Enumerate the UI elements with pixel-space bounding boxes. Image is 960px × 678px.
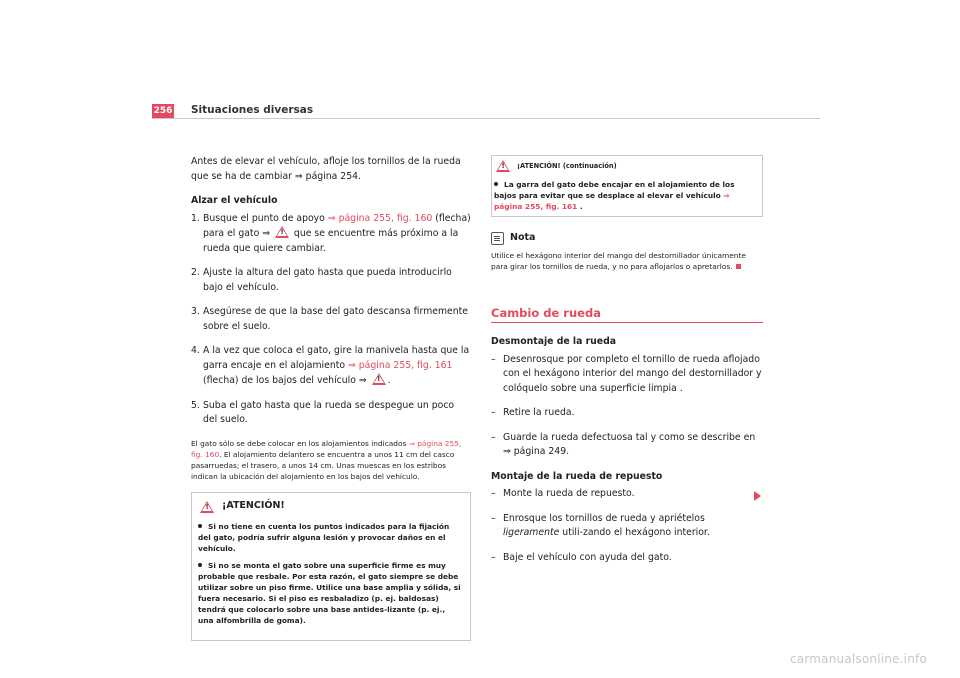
warning-title: ¡ATENCIÓN! (continuación) — [517, 161, 617, 170]
note-header — [491, 231, 763, 246]
small-note — [191, 438, 471, 483]
step-5 — [191, 399, 471, 428]
subhead-alzar: Alzar el vehículo — [191, 195, 278, 206]
bullet-icon — [494, 182, 498, 186]
page-number: 256 — [153, 106, 173, 116]
warning-item: Si no se monta el gato sobre una superficie firme es muy probable que resbale. Por esta razón, el gato siempre se debe utilizar sobre un piso firme. Utilice una base amplia y sólida, si fuera necesario. Si el piso es resbaladizo (p. ej. baldosas) tendrá que colocarlo sobre una base antides-lizante (p. ej., una alfombrilla de goma). — [198, 560, 461, 625]
xref-link[interactable]: ⇒ página 255, fig. 160 — [327, 212, 433, 224]
step-text: que se encuentre más próximo a la rueda que quiere cambiar. — [203, 228, 459, 254]
subhead-montaje: Montaje de la rueda de repuesto — [491, 470, 663, 482]
step-text: A la vez que coloca el gato, gire la manivela hasta que la garra encaje en el alojamiento — [203, 345, 470, 371]
xref-link[interactable]: ⇒ página 255, fig. 161 — [348, 359, 453, 371]
page-title: Situaciones diversas — [191, 104, 314, 116]
note-title: Nota — [510, 232, 536, 243]
end-mark-icon — [736, 264, 741, 269]
step-text: Ajuste la altura del gato hasta que pueda introducirlo bajo el vehículo. — [203, 267, 452, 293]
warning-item: Si no tiene en cuenta los puntos indicados para la fijación del gato, podría sufrir alguna lesión y provocar daños en el vehículo. — [198, 521, 450, 553]
subhead-desmontaje: Desmontaje de la rueda — [491, 336, 617, 348]
list-item: – Retire la rueda. — [491, 407, 575, 419]
note-icon — [491, 232, 504, 245]
step-number: 1. — [191, 212, 200, 224]
note-text: Utilice el hexágono interior del mango del destornillador únicamente para girar los tornillos de rueda, y no para aflojarlos o apretarlos. — [491, 250, 746, 271]
step-number: 3. — [191, 306, 200, 317]
bullet-icon — [198, 524, 202, 528]
section-title: Cambio de rueda — [491, 306, 763, 324]
xref-link[interactable]: ⇒ página 255, fig. 161 — [494, 191, 730, 211]
step-text: (flecha) de los bajos del vehículo ⇒ — [203, 375, 370, 386]
list-item: – Baje el vehículo con ayuda del gato. — [491, 551, 672, 563]
list-item: – Enrosque los tornillos de rueda y apriételos ligeramente utili-zando el hexágono interior. — [491, 512, 710, 539]
step-text: . — [387, 375, 391, 386]
step-4 — [191, 344, 471, 389]
bullet-icon — [198, 563, 202, 567]
warning-icon — [200, 501, 214, 513]
step-text: Suba el gato hasta que la rueda se despegue un poco del suelo. — [203, 399, 455, 425]
step-3 — [191, 305, 471, 334]
xref-link[interactable]: ⇒ página 255, fig. 160 — [191, 438, 462, 459]
header-divider — [152, 118, 820, 119]
note-text: . El alojamiento delantero se encuentra a unos 11 cm del casco pasarruedas; el trasero, a unos 14 cm. Unas muescas en los estribos indican la ubicación del alojamiento en los bajos del vehículo. — [191, 449, 455, 482]
warning-box — [191, 492, 471, 641]
step-number: 2. — [191, 267, 200, 278]
next-page-arrow-icon[interactable] — [754, 491, 761, 501]
warning-icon — [496, 160, 510, 172]
footer-logo: carmanualsonline.info — [790, 652, 927, 666]
warning-continuation-box — [491, 155, 763, 217]
step-number: 5. — [191, 399, 200, 411]
intro-paragraph: Antes de elevar el vehículo, afloje los tornillos de la rueda que se ha de cambiar ⇒ página 254. — [191, 156, 461, 182]
right-column — [491, 155, 763, 575]
list-item: – Guarde la rueda defectuosa tal y como se describe en ⇒ página 249. — [491, 431, 756, 458]
note-text: El gato sólo se debe colocar en los alojamientos indicados — [191, 438, 409, 448]
step-2 — [191, 266, 471, 295]
step-1 — [191, 212, 471, 257]
step-text: Asegúrese de que la base del gato descansa firmemente sobre el suelo. — [203, 306, 469, 332]
left-column — [191, 155, 471, 641]
warning-item: La garra del gato debe encajar en el alojamiento de los bajos para evitar que se desplace al elevar el vehículo ⇒ página 255, fig. 161 . — [494, 180, 735, 211]
warning-icon — [275, 226, 289, 238]
step-number: 4. — [191, 345, 200, 356]
warning-icon — [372, 373, 386, 385]
step-text: Busque el punto de apoyo — [203, 212, 328, 224]
list-item: – Monte la rueda de repuesto. — [491, 488, 635, 500]
step-text: (flecha) para el gato ⇒ — [203, 212, 471, 239]
list-item: – Desenrosque por completo el tornillo de rueda aflojado con el hexágono interior del mango del destornillador y colóquelo sobre una superficie limpia . — [491, 353, 762, 394]
warning-title: ¡ATENCIÓN! — [222, 500, 285, 512]
